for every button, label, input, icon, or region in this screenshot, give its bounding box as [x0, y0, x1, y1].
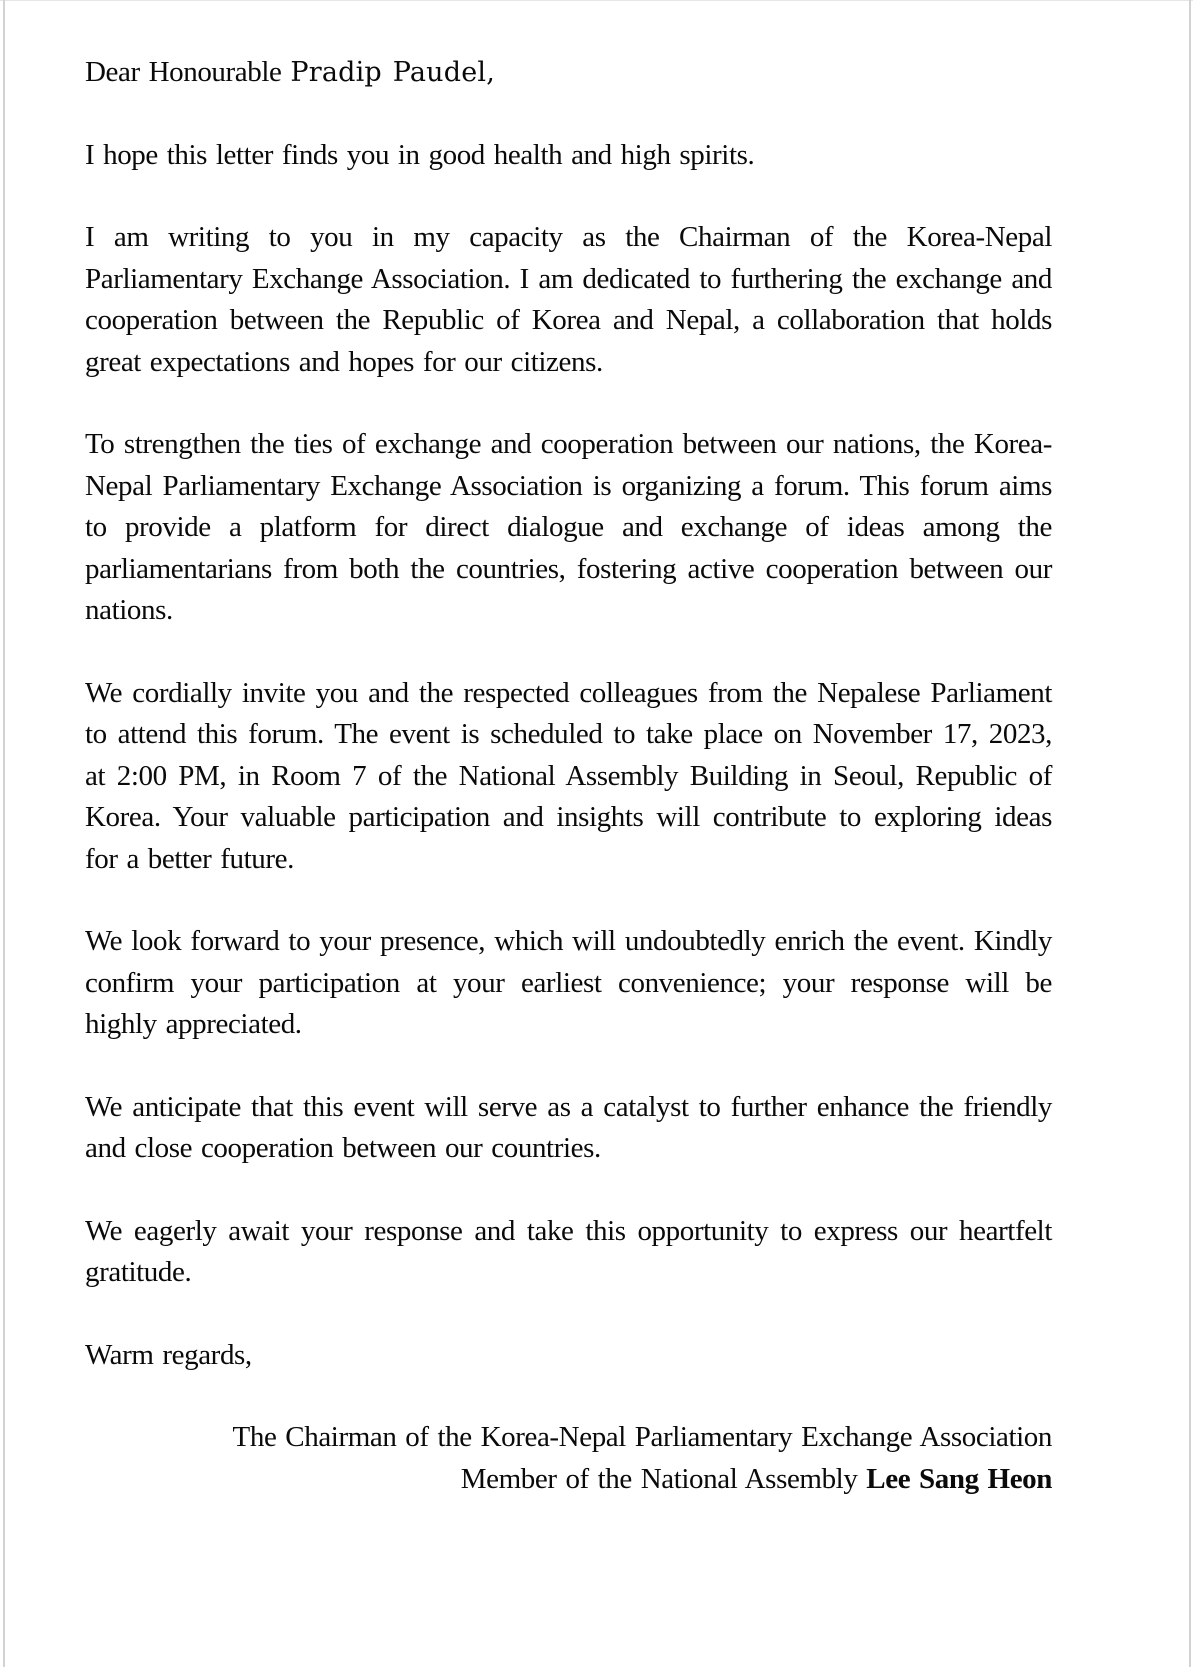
paragraph-introduction: I am writing to you in my capacity as the Chairman of the Korea-Nepal Parliamentary Exchange Association. I am dedicated to furthering the exchange and cooperation between the Republic of Korea and Nepal, a collaboration that holds great expectations and hopes for our citizens.: [85, 221, 1052, 378]
paragraph-gratitude: We eagerly await your response and take this opportunity to express our heartfelt gratitude.: [85, 1214, 1052, 1288]
page-top-edge: [0, 0, 1193, 1]
salutation-line: [85, 52, 1052, 94]
signature-title-line: The Chairman of the Korea-Nepal Parliamentary Exchange Association: [232, 1421, 1052, 1453]
letter-content: [85, 52, 1052, 1500]
closing-line: Warm regards,: [85, 1338, 252, 1371]
paragraph-confirmation-request: We look forward to your presence, which will undoubtedly enrich the event. Kindly confirm your participation at your earliest convenience; your response will be highly appreciated.: [85, 925, 1052, 1040]
recipient-name: Pradip Paudel,: [290, 57, 496, 88]
signature-member-prefix: Member of the National Assembly: [460, 1462, 867, 1495]
paragraph-anticipation: We anticipate that this event will serve as a catalyst to further enhance the friendly and close cooperation between our countries.: [85, 1090, 1052, 1164]
salutation-text: Dear Honourable: [85, 56, 291, 88]
page-right-edge: [1189, 0, 1191, 1667]
signature-member-line: [85, 1459, 1052, 1501]
paragraph-opening: I hope this letter finds you in good health and high spirits.: [85, 138, 755, 171]
page-left-edge: [3, 0, 5, 1667]
paragraph-forum-purpose: To strengthen the ties of exchange and cooperation between our nations, the Korea-Nepal Parliamentary Exchange Association is organizing a forum. This forum aims to provide a platform for direct dialogue and exchange of ideas among the parliamentarians from both the countries, fostering active cooperation between our nations.: [85, 428, 1052, 626]
signature-name: Lee Sang Heon: [866, 1462, 1052, 1495]
paragraph-invitation-details: We cordially invite you and the respected colleagues from the Nepalese Parliament to attend this forum. The event is scheduled to take place on November 17, 2023, at 2:00 PM, in Room 7 of the National Assembly Building in Seoul, Republic of Korea. Your valuable participation and insights will contribute to exploring ideas for a better future.: [85, 676, 1052, 875]
signature-block: [85, 1417, 1052, 1500]
